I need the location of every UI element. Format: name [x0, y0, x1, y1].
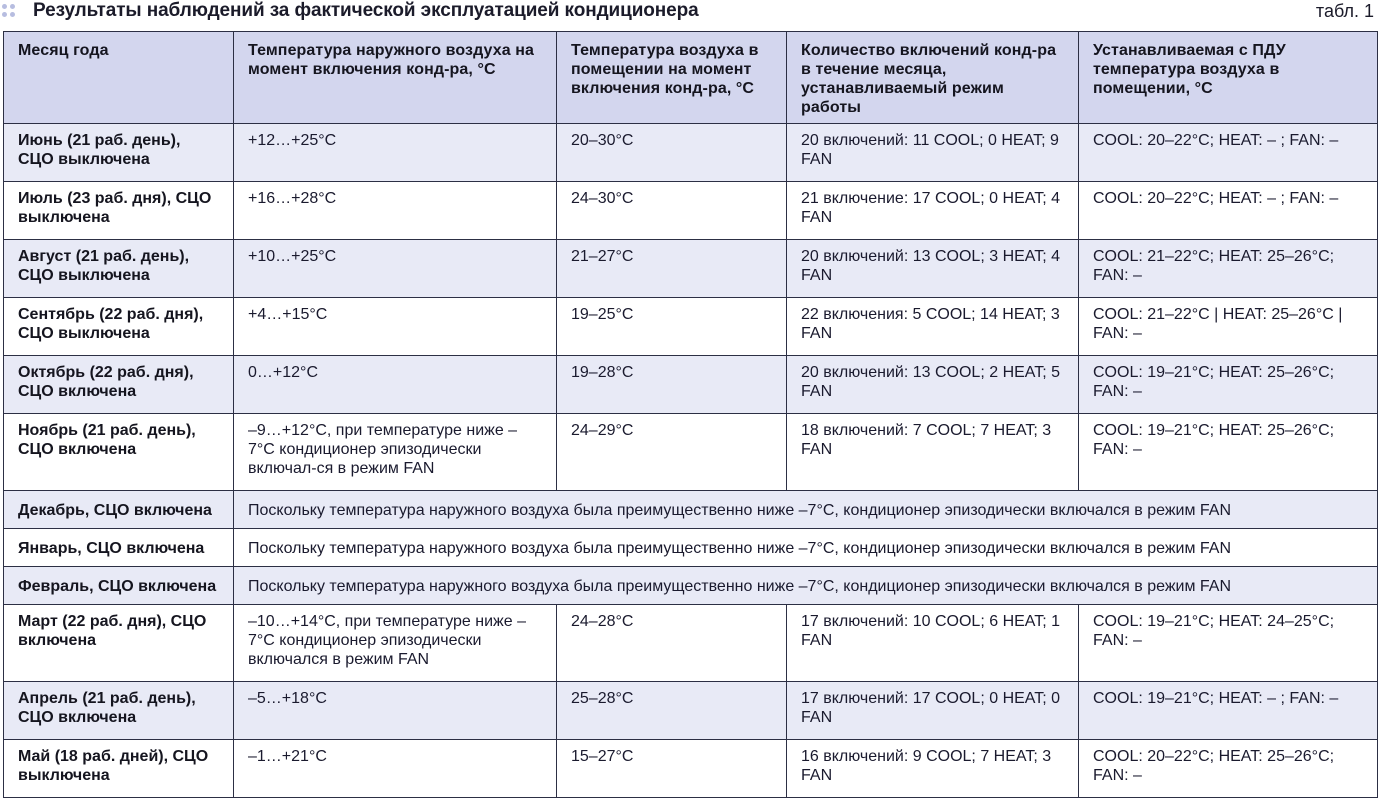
cell-setpoint: COOL: 20–22°С; HEAT: – ; FAN: –: [1079, 124, 1378, 182]
cell-switch-count: 20 включений: 13 COOL; 3 HEAT; 4 FAN: [787, 240, 1079, 298]
cell-setpoint: COOL: 20–22°С; HEAT: 25–26°С; FAN: –: [1079, 740, 1378, 798]
table-row: [4, 491, 1378, 529]
cell-month: Июнь (21 раб. день), СЦО выключена: [4, 124, 234, 182]
cell-month: Август (21 раб. день), СЦО выключена: [4, 240, 234, 298]
cell-month: Март (22 раб. дня), СЦО включена: [4, 605, 234, 682]
cell-outdoor-temp: +12…+25°С: [234, 124, 557, 182]
cell-switch-count: 20 включений: 11 COOL; 0 HEAT; 9 FAN: [787, 124, 1079, 182]
cell-setpoint: COOL: 19–21°С; HEAT: 25–26°С; FAN: –: [1079, 414, 1378, 491]
cell-indoor-temp: 19–28°С: [557, 356, 787, 414]
cell-setpoint: COOL: 20–22°С; HEAT: – ; FAN: –: [1079, 182, 1378, 240]
bullet-dots-icon: [2, 4, 20, 20]
cell-outdoor-temp: –9…+12°С, при температуре ниже –7°С кондиционер эпизодически включал-ся в режим FAN: [234, 414, 557, 491]
cell-indoor-temp: 19–25°С: [557, 298, 787, 356]
cell-setpoint: COOL: 21–22°С | HEAT: 25–26°С | FAN: –: [1079, 298, 1378, 356]
table-caption: [0, 0, 1378, 30]
cell-setpoint: COOL: 19–21°С; HEAT: 24–25°С; FAN: –: [1079, 605, 1378, 682]
cell-switch-count: 16 включений: 9 COOL; 7 HEAT; 3 FAN: [787, 740, 1079, 798]
cell-indoor-temp: 24–29°С: [557, 414, 787, 491]
cell-month: Апрель (21 раб. день), СЦО включена: [4, 682, 234, 740]
cell-setpoint: COOL: 21–22°С; HEAT: 25–26°С; FAN: –: [1079, 240, 1378, 298]
cell-switch-count: 18 включений: 7 COOL; 7 HEAT; 3 FAN: [787, 414, 1079, 491]
cell-outdoor-temp: –10…+14°С, при температуре ниже –7°С кондиционер эпизодически включался в режим FAN: [234, 605, 557, 682]
table-row: [4, 567, 1378, 605]
table-header-row: [4, 32, 1378, 124]
cell-note: Поскольку температура наружного воздуха была преимущественно ниже –7°С, кондиционер эпизодически включался в режим FAN: [234, 567, 1378, 605]
cell-month: Декабрь, СЦО включена: [4, 491, 234, 529]
table-row: [4, 740, 1378, 798]
table-row: [4, 529, 1378, 567]
cell-month: Июль (23 раб. дня), СЦО выключена: [4, 182, 234, 240]
cell-outdoor-temp: +16…+28°С: [234, 182, 557, 240]
table-title: Результаты наблюдений за фактической эксплуатацией кондиционера: [33, 0, 699, 21]
cell-switch-count: 20 включений: 13 COOL; 2 HEAT; 5 FAN: [787, 356, 1079, 414]
cell-outdoor-temp: –1…+21°С: [234, 740, 557, 798]
header-outdoor-temp: Температура наружного воздуха на момент включения конд-ра, °С: [234, 32, 557, 124]
cell-month: Сентябрь (22 раб. дня), СЦО выключена: [4, 298, 234, 356]
table-row: [4, 240, 1378, 298]
cell-month: Ноябрь (21 раб. день), СЦО включена: [4, 414, 234, 491]
observation-table: [3, 31, 1378, 798]
table-row: [4, 682, 1378, 740]
cell-switch-count: 22 включения: 5 COOL; 14 HEAT; 3 FAN: [787, 298, 1079, 356]
header-month: Месяц года: [4, 32, 234, 124]
cell-setpoint: COOL: 19–21°С; HEAT: – ; FAN: –: [1079, 682, 1378, 740]
cell-switch-count: 21 включение: 17 COOL; 0 HEAT; 4 FAN: [787, 182, 1079, 240]
cell-indoor-temp: 21–27°С: [557, 240, 787, 298]
cell-note: Поскольку температура наружного воздуха была преимущественно ниже –7°С, кондиционер эпизодически включался в режим FAN: [234, 491, 1378, 529]
header-setpoint: Устанавливаемая с ПДУ температура воздуха в помещении, °С: [1079, 32, 1378, 124]
cell-indoor-temp: 15–27°С: [557, 740, 787, 798]
cell-indoor-temp: 20–30°С: [557, 124, 787, 182]
cell-indoor-temp: 25–28°С: [557, 682, 787, 740]
cell-outdoor-temp: –5…+18°С: [234, 682, 557, 740]
cell-note: Поскольку температура наружного воздуха была преимущественно ниже –7°С, кондиционер эпизодически включался в режим FAN: [234, 529, 1378, 567]
cell-switch-count: 17 включений: 10 COOL; 6 HEAT; 1 FAN: [787, 605, 1079, 682]
table-row: [4, 605, 1378, 682]
cell-month: Февраль, СЦО включена: [4, 567, 234, 605]
cell-switch-count: 17 включений: 17 COOL; 0 HEAT; 0 FAN: [787, 682, 1079, 740]
table-row: [4, 298, 1378, 356]
table-row: [4, 182, 1378, 240]
header-switch-count: Количество включений конд-ра в течение месяца, устанавливаемый режим работы: [787, 32, 1079, 124]
cell-month: Май (18 раб. дней), СЦО выключена: [4, 740, 234, 798]
cell-indoor-temp: 24–30°С: [557, 182, 787, 240]
table-number: табл. 1: [1315, 1, 1374, 21]
header-indoor-temp: Температура воздуха в помещении на момент включения конд-ра, °С: [557, 32, 787, 124]
table-row: [4, 414, 1378, 491]
table-row: [4, 356, 1378, 414]
cell-outdoor-temp: 0…+12°С: [234, 356, 557, 414]
cell-outdoor-temp: +10…+25°С: [234, 240, 557, 298]
cell-indoor-temp: 24–28°С: [557, 605, 787, 682]
cell-month: Октябрь (22 раб. дня), СЦО включена: [4, 356, 234, 414]
cell-month: Январь, СЦО включена: [4, 529, 234, 567]
cell-setpoint: COOL: 19–21°С; HEAT: 25–26°С; FAN: –: [1079, 356, 1378, 414]
table-row: [4, 124, 1378, 182]
cell-outdoor-temp: +4…+15°С: [234, 298, 557, 356]
